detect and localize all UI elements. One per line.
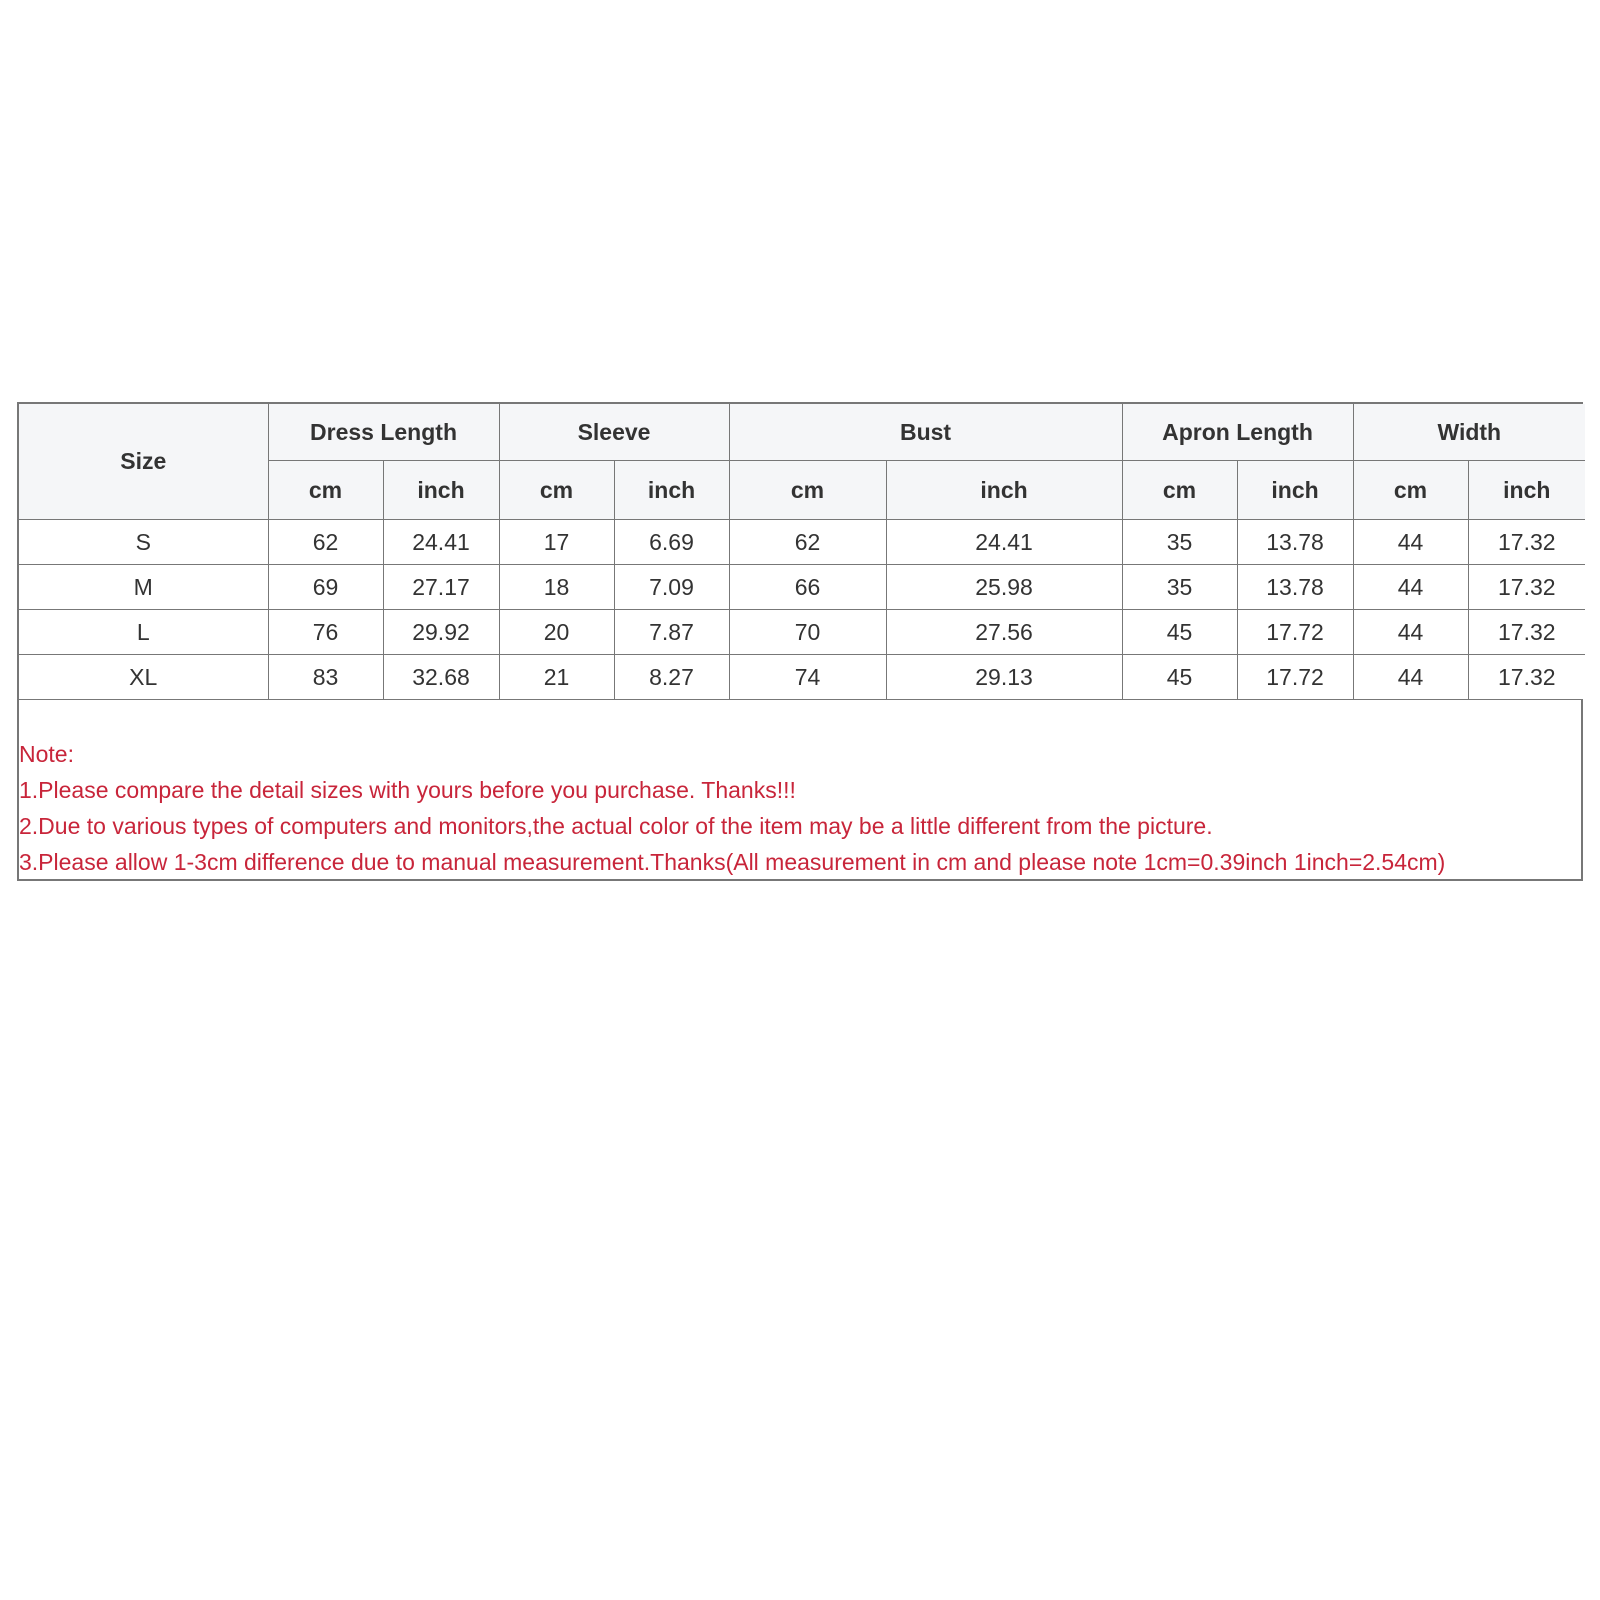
table-cell: 8.27 — [614, 655, 729, 700]
table-cell: 27.17 — [383, 565, 499, 610]
header-group-row — [19, 404, 1585, 461]
table-cell: 29.92 — [383, 610, 499, 655]
table-cell: 66 — [729, 565, 886, 610]
group-header-apron-length: Apron Length — [1122, 404, 1353, 461]
size-cell: XL — [19, 655, 268, 700]
size-cell: S — [19, 520, 268, 565]
table-cell: 76 — [268, 610, 383, 655]
unit-header: inch — [383, 461, 499, 520]
table-cell: 74 — [729, 655, 886, 700]
table-cell: 13.78 — [1237, 520, 1353, 565]
table-cell: 17.32 — [1468, 655, 1585, 700]
table-cell: 44 — [1353, 610, 1468, 655]
notes-heading: Note: — [19, 741, 74, 767]
unit-header: cm — [268, 461, 383, 520]
table-cell: 27.56 — [886, 610, 1122, 655]
note-line: 3.Please allow 1-3cm difference due to manual measurement.Thanks(All measurement in cm and please note 1cm=0.39inch 1inch=2.54cm) — [19, 849, 1446, 875]
table-row — [19, 565, 1585, 610]
table-cell: 62 — [268, 520, 383, 565]
unit-header: cm — [1353, 461, 1468, 520]
table-cell: 29.13 — [886, 655, 1122, 700]
table-cell: 44 — [1353, 655, 1468, 700]
group-header-width: Width — [1353, 404, 1585, 461]
table-cell: 17.32 — [1468, 520, 1585, 565]
table-cell: 45 — [1122, 655, 1237, 700]
table-cell: 44 — [1353, 565, 1468, 610]
group-header-bust: Bust — [729, 404, 1122, 461]
table-cell: 83 — [268, 655, 383, 700]
note-line: 1.Please compare the detail sizes with yours before you purchase. Thanks!!! — [19, 777, 796, 803]
table-cell: 62 — [729, 520, 886, 565]
table-cell: 70 — [729, 610, 886, 655]
size-header: Size — [19, 404, 268, 520]
table-cell: 7.09 — [614, 565, 729, 610]
table-cell: 18 — [499, 565, 614, 610]
table-cell: 35 — [1122, 565, 1237, 610]
table-cell: 24.41 — [383, 520, 499, 565]
size-table — [19, 404, 1585, 699]
table-cell: 21 — [499, 655, 614, 700]
size-cell: L — [19, 610, 268, 655]
table-row — [19, 610, 1585, 655]
unit-header: inch — [1468, 461, 1585, 520]
unit-header: inch — [614, 461, 729, 520]
table-cell: 13.78 — [1237, 565, 1353, 610]
table-cell: 45 — [1122, 610, 1237, 655]
table-cell: 17.32 — [1468, 565, 1585, 610]
unit-header: inch — [1237, 461, 1353, 520]
table-row — [19, 655, 1585, 700]
size-cell: M — [19, 565, 268, 610]
table-cell: 6.69 — [614, 520, 729, 565]
table-cell: 35 — [1122, 520, 1237, 565]
note-line: 2.Due to various types of computers and monitors,the actual color of the item may be a little different from the picture. — [19, 813, 1213, 839]
unit-header: cm — [729, 461, 886, 520]
table-row — [19, 520, 1585, 565]
table-cell: 25.98 — [886, 565, 1122, 610]
table-cell: 17.72 — [1237, 655, 1353, 700]
size-chart — [17, 402, 1583, 881]
table-cell: 44 — [1353, 520, 1468, 565]
table-cell: 32.68 — [383, 655, 499, 700]
table-cell: 7.87 — [614, 610, 729, 655]
table-cell: 69 — [268, 565, 383, 610]
group-header-sleeve: Sleeve — [499, 404, 729, 461]
table-cell: 24.41 — [886, 520, 1122, 565]
notes-section — [19, 699, 1581, 879]
table-cell: 17 — [499, 520, 614, 565]
table-cell: 17.72 — [1237, 610, 1353, 655]
table-cell: 20 — [499, 610, 614, 655]
unit-header: cm — [1122, 461, 1237, 520]
table-cell: 17.32 — [1468, 610, 1585, 655]
group-header-dress-length: Dress Length — [268, 404, 499, 461]
unit-header: inch — [886, 461, 1122, 520]
unit-header: cm — [499, 461, 614, 520]
